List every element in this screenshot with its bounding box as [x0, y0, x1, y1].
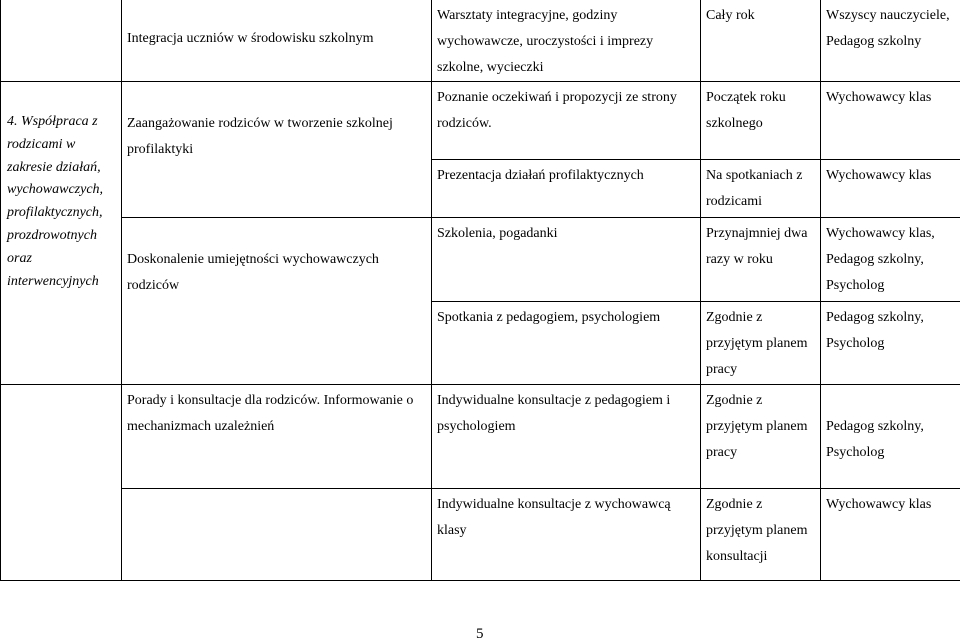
- deadline-text: Zgodnie z przyjętym planem pracy: [706, 393, 808, 460]
- task-text: Porady i konsultacje dla rodziców. Informowanie o mechanizmach uzależnień: [127, 393, 414, 434]
- responsible-text: Pedagog szkolny, Psycholog: [826, 310, 924, 351]
- method-text: Poznanie oczekiwań i propozycji ze strony rodziców.: [437, 90, 677, 131]
- method-cell: [432, 82, 701, 160]
- method-cell: [432, 489, 701, 581]
- responsible-text: Pedagog szkolny, Psycholog: [826, 419, 924, 460]
- responsible-cell: [821, 218, 960, 302]
- task-cell: [122, 385, 432, 489]
- responsible-text: Wychowawcy klas: [826, 168, 932, 183]
- responsible-cell: [821, 302, 960, 385]
- task-cell-empty: [122, 489, 432, 581]
- table-row: [1, 0, 960, 82]
- page-number: 5: [476, 626, 484, 642]
- responsible-cell: [821, 160, 960, 218]
- table-row: [1, 385, 960, 489]
- method-text: Szkolenia, pogadanki: [437, 226, 558, 241]
- table-row: [1, 218, 960, 302]
- responsible-cell: [821, 0, 960, 82]
- responsible-cell: [821, 385, 960, 489]
- responsible-cell: [821, 489, 960, 581]
- section-cell-empty: [1, 385, 122, 581]
- section-title: 4. Współpraca z rodzicami w zakresie działań, wychowawczych, profilaktycznych, prozdrowotnych oraz interwencyjnych: [7, 114, 104, 289]
- section-cell-empty: [1, 0, 122, 82]
- table-row: [1, 82, 960, 160]
- task-cell: [122, 218, 432, 385]
- deadline-text: Na spotkaniach z rodzicami: [706, 168, 803, 209]
- deadline-text: Cały rok: [706, 8, 755, 23]
- task-cell: [122, 0, 432, 82]
- method-cell: [432, 218, 701, 302]
- deadline-cell: [701, 218, 821, 302]
- section-title-cell: [1, 82, 122, 385]
- table-row: [1, 489, 960, 581]
- deadline-text: Zgodnie z przyjętym planem konsultacji: [706, 497, 808, 564]
- deadline-text: Przynajmniej dwa razy w roku: [706, 226, 808, 267]
- method-text: Warsztaty integracyjne, godziny wychowawcze, uroczystości i imprezy szkolne, wycieczki: [437, 8, 654, 75]
- method-text: Indywidualne konsultacje z pedagogiem i psychologiem: [437, 393, 671, 434]
- responsible-cell: [821, 82, 960, 160]
- deadline-cell: [701, 82, 821, 160]
- responsible-text: Wychowawcy klas: [826, 90, 932, 105]
- deadline-cell: [701, 160, 821, 218]
- deadline-text: Początek roku szkolnego: [706, 90, 786, 131]
- method-text: Indywidualne konsultacje z wychowawcą klasy: [437, 497, 671, 538]
- task-text: Zaangażowanie rodziców w tworzenie szkolnej profilaktyki: [127, 116, 393, 157]
- task-text: Integracja uczniów w środowisku szkolnym: [127, 31, 374, 46]
- deadline-cell: [701, 385, 821, 489]
- deadline-cell: [701, 0, 821, 82]
- deadline-text: Zgodnie z przyjętym planem pracy: [706, 310, 808, 377]
- responsible-text: Wszyscy nauczyciele, Pedagog szkolny: [826, 8, 950, 49]
- method-text: Spotkania z pedagogiem, psychologiem: [437, 310, 661, 325]
- responsible-text: Wychowawcy klas: [826, 497, 932, 512]
- deadline-cell: [701, 302, 821, 385]
- responsible-text: Wychowawcy klas, Pedagog szkolny, Psycholog: [826, 226, 935, 293]
- method-cell: [432, 160, 701, 218]
- deadline-cell: [701, 489, 821, 581]
- method-cell: [432, 385, 701, 489]
- method-cell: [432, 0, 701, 82]
- method-cell: [432, 302, 701, 385]
- task-text: Doskonalenie umiejętności wychowawczych rodziców: [127, 252, 379, 293]
- task-cell: [122, 82, 432, 218]
- method-text: Prezentacja działań profilaktycznych: [437, 168, 644, 183]
